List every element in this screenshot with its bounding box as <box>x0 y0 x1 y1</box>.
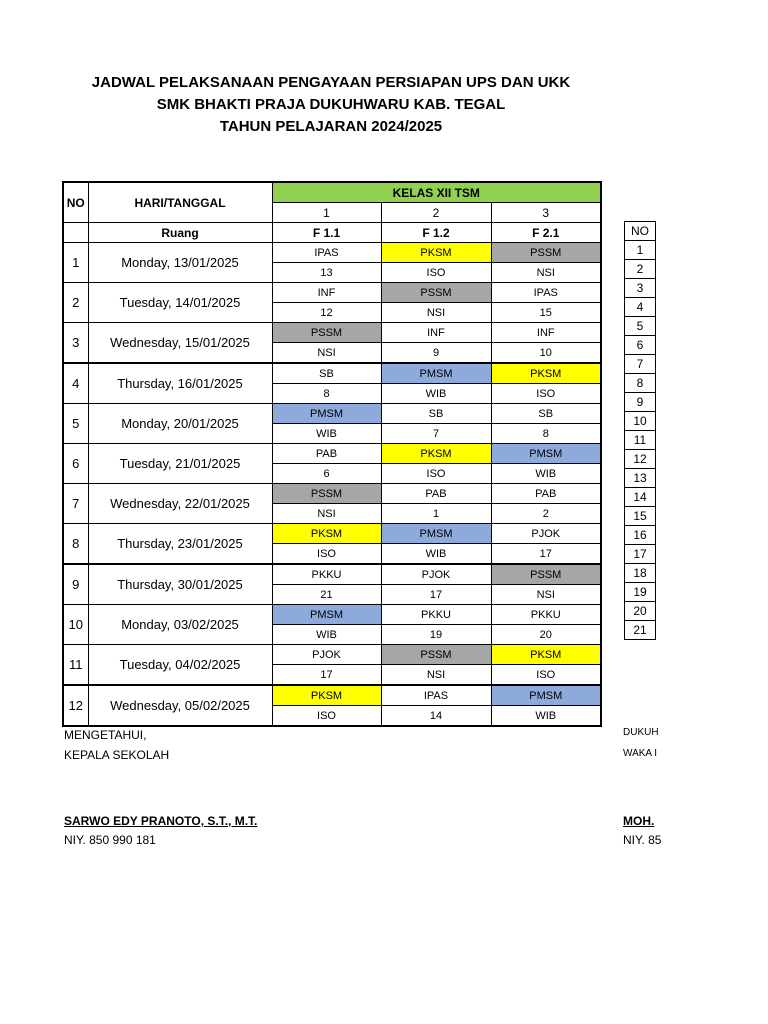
subject-cell: PMSM <box>381 524 491 544</box>
footer-principal-name: SARWO EDY PRANOTO, S.T., M.T. <box>64 814 258 828</box>
row-date: Monday, 13/01/2025 <box>88 243 272 283</box>
room-cell: 6 <box>272 464 381 484</box>
schedule-row <box>63 404 601 424</box>
row-number: 11 <box>63 645 88 686</box>
row-date: Wednesday, 22/01/2025 <box>88 484 272 524</box>
room-cell: NSI <box>381 303 491 323</box>
room-cell: 9 <box>381 343 491 364</box>
schedule-row <box>63 243 601 263</box>
footer-right-name: MOH. <box>623 814 655 828</box>
subject-cell: PSSM <box>272 484 381 504</box>
footer-acknowledge: MENGETAHUI, <box>64 728 147 742</box>
room-cell: ISO <box>272 544 381 565</box>
side-number-table <box>624 221 656 640</box>
row-date: Tuesday, 14/01/2025 <box>88 283 272 323</box>
schedule-table <box>62 181 602 727</box>
side-number: 2 <box>625 260 656 279</box>
subject-cell: PKKU <box>381 605 491 625</box>
row-date: Tuesday, 21/01/2025 <box>88 444 272 484</box>
side-number: 15 <box>625 507 656 526</box>
footer-right-place: DUKUH <box>623 727 659 738</box>
side-number: 10 <box>625 412 656 431</box>
schedule-row <box>63 524 601 544</box>
subject-cell: PJOK <box>381 564 491 585</box>
side-number: 18 <box>625 564 656 583</box>
room-cell: 1 <box>381 504 491 524</box>
row-date: Thursday, 16/01/2025 <box>88 363 272 404</box>
subject-cell: PMSM <box>272 605 381 625</box>
row-number: 7 <box>63 484 88 524</box>
room-cell: 14 <box>381 706 491 727</box>
room-cell: 13 <box>272 263 381 283</box>
row-date: Monday, 20/01/2025 <box>88 404 272 444</box>
side-number: 3 <box>625 279 656 298</box>
room-cell: NSI <box>272 504 381 524</box>
subject-cell: PMSM <box>381 363 491 384</box>
footer-right-niy: NIY. 85 <box>623 833 662 847</box>
row-number: 6 <box>63 444 88 484</box>
row-date: Wednesday, 05/02/2025 <box>88 685 272 726</box>
subject-cell: PKSM <box>272 524 381 544</box>
row-number: 9 <box>63 564 88 605</box>
room-cell: 7 <box>381 424 491 444</box>
room-cell: 20 <box>491 625 601 645</box>
room-cell: NSI <box>272 343 381 364</box>
room-cell: 17 <box>272 665 381 686</box>
footer-principal-title: KEPALA SEKOLAH <box>64 748 170 762</box>
document-title <box>0 72 662 138</box>
room-cell: NSI <box>491 585 601 605</box>
room-cell: 19 <box>381 625 491 645</box>
room-cell: WIB <box>491 706 601 727</box>
row-number: 4 <box>63 363 88 404</box>
row-date: Thursday, 30/01/2025 <box>88 564 272 605</box>
row-number: 2 <box>63 283 88 323</box>
room-cell: NSI <box>491 263 601 283</box>
subject-cell: PSSM <box>381 645 491 665</box>
no-header-spacer <box>63 223 88 243</box>
subject-cell: INF <box>491 323 601 343</box>
room-cell: WIB <box>272 625 381 645</box>
row-number: 1 <box>63 243 88 283</box>
side-number: 4 <box>625 298 656 317</box>
room-cell: 8 <box>491 424 601 444</box>
room-header: Ruang <box>88 223 272 243</box>
side-number: 8 <box>625 374 656 393</box>
subject-cell: SB <box>381 404 491 424</box>
row-date: Thursday, 23/01/2025 <box>88 524 272 565</box>
subject-cell: PKSM <box>491 645 601 665</box>
side-number: 21 <box>625 621 656 640</box>
row-number: 5 <box>63 404 88 444</box>
subject-cell: IPAS <box>272 243 381 263</box>
subject-cell: SB <box>272 363 381 384</box>
room-cell: WIB <box>491 464 601 484</box>
room-cell: WIB <box>381 384 491 404</box>
room-cell: 21 <box>272 585 381 605</box>
room-code-2: F 1.2 <box>381 223 491 243</box>
room-cell: 8 <box>272 384 381 404</box>
side-number: 1 <box>625 241 656 260</box>
room-cell: ISO <box>272 706 381 727</box>
subject-cell: PJOK <box>491 524 601 544</box>
subject-cell: PAB <box>381 484 491 504</box>
row-number: 10 <box>63 605 88 645</box>
subject-cell: PJOK <box>272 645 381 665</box>
subject-cell: PMSM <box>491 444 601 464</box>
room-cell: NSI <box>381 665 491 686</box>
side-number: 14 <box>625 488 656 507</box>
schedule-row <box>63 283 601 303</box>
side-number: 11 <box>625 431 656 450</box>
subject-cell: PSSM <box>272 323 381 343</box>
subject-cell: PAB <box>491 484 601 504</box>
row-date: Monday, 03/02/2025 <box>88 605 272 645</box>
subject-cell: PSSM <box>491 564 601 585</box>
side-number: 19 <box>625 583 656 602</box>
room-cell: 17 <box>491 544 601 565</box>
room-cell: 10 <box>491 343 601 364</box>
subject-cell: INF <box>381 323 491 343</box>
column-number-2: 2 <box>381 203 491 223</box>
title-line-1: JADWAL PELAKSANAAN PENGAYAAN PERSIAPAN UPS DAN UKK <box>91 74 571 91</box>
schedule-row <box>63 444 601 464</box>
side-number: 17 <box>625 545 656 564</box>
room-cell: ISO <box>381 263 491 283</box>
footer-right-title: WAKA I <box>623 748 658 759</box>
subject-cell: PKSM <box>381 243 491 263</box>
subject-cell: PKSM <box>272 685 381 706</box>
row-date: Tuesday, 04/02/2025 <box>88 645 272 686</box>
room-cell: 2 <box>491 504 601 524</box>
side-number: 7 <box>625 355 656 374</box>
row-number: 3 <box>63 323 88 364</box>
schedule-row <box>63 363 601 384</box>
subject-cell: PKSM <box>381 444 491 464</box>
room-cell: 15 <box>491 303 601 323</box>
subject-cell: IPAS <box>491 283 601 303</box>
column-number-1: 1 <box>272 203 381 223</box>
schedule-row <box>63 605 601 625</box>
subject-cell: PAB <box>272 444 381 464</box>
subject-cell: PKKU <box>491 605 601 625</box>
side-number: 6 <box>625 336 656 355</box>
side-number: 9 <box>625 393 656 412</box>
side-number: 16 <box>625 526 656 545</box>
footer-principal-niy: NIY. 850 990 181 <box>64 833 156 847</box>
room-code-3: F 2.1 <box>491 223 601 243</box>
room-cell: WIB <box>272 424 381 444</box>
subject-cell: SB <box>491 404 601 424</box>
side-number: 12 <box>625 450 656 469</box>
row-number: 8 <box>63 524 88 565</box>
room-code-1: F 1.1 <box>272 223 381 243</box>
subject-cell: PSSM <box>491 243 601 263</box>
schedule-row <box>63 484 601 504</box>
side-number: 13 <box>625 469 656 488</box>
schedule-row <box>63 564 601 585</box>
room-cell: WIB <box>381 544 491 565</box>
class-header: KELAS XII TSM <box>272 182 601 203</box>
room-cell: ISO <box>491 384 601 404</box>
room-cell: ISO <box>491 665 601 686</box>
subject-cell: INF <box>272 283 381 303</box>
subject-cell: PSSM <box>381 283 491 303</box>
room-cell: 12 <box>272 303 381 323</box>
title-line-2: SMK BHAKTI PRAJA DUKUHWARU KAB. TEGAL <box>156 96 506 113</box>
column-number-3: 3 <box>491 203 601 223</box>
subject-cell: PKSM <box>491 363 601 384</box>
subject-cell: IPAS <box>381 685 491 706</box>
schedule-row <box>63 685 601 706</box>
subject-cell: PMSM <box>491 685 601 706</box>
side-number: 20 <box>625 602 656 621</box>
date-header: HARI/TANGGAL <box>88 182 272 223</box>
side-number: 5 <box>625 317 656 336</box>
subject-cell: PMSM <box>272 404 381 424</box>
room-cell: 17 <box>381 585 491 605</box>
subject-cell: PKKU <box>272 564 381 585</box>
row-date: Wednesday, 15/01/2025 <box>88 323 272 364</box>
schedule-row <box>63 645 601 665</box>
side-header: NO <box>625 222 656 241</box>
row-number: 12 <box>63 685 88 726</box>
title-line-3: TAHUN PELAJARAN 2024/2025 <box>219 118 443 135</box>
no-header: NO <box>63 182 88 223</box>
room-cell: ISO <box>381 464 491 484</box>
schedule-row <box>63 323 601 343</box>
